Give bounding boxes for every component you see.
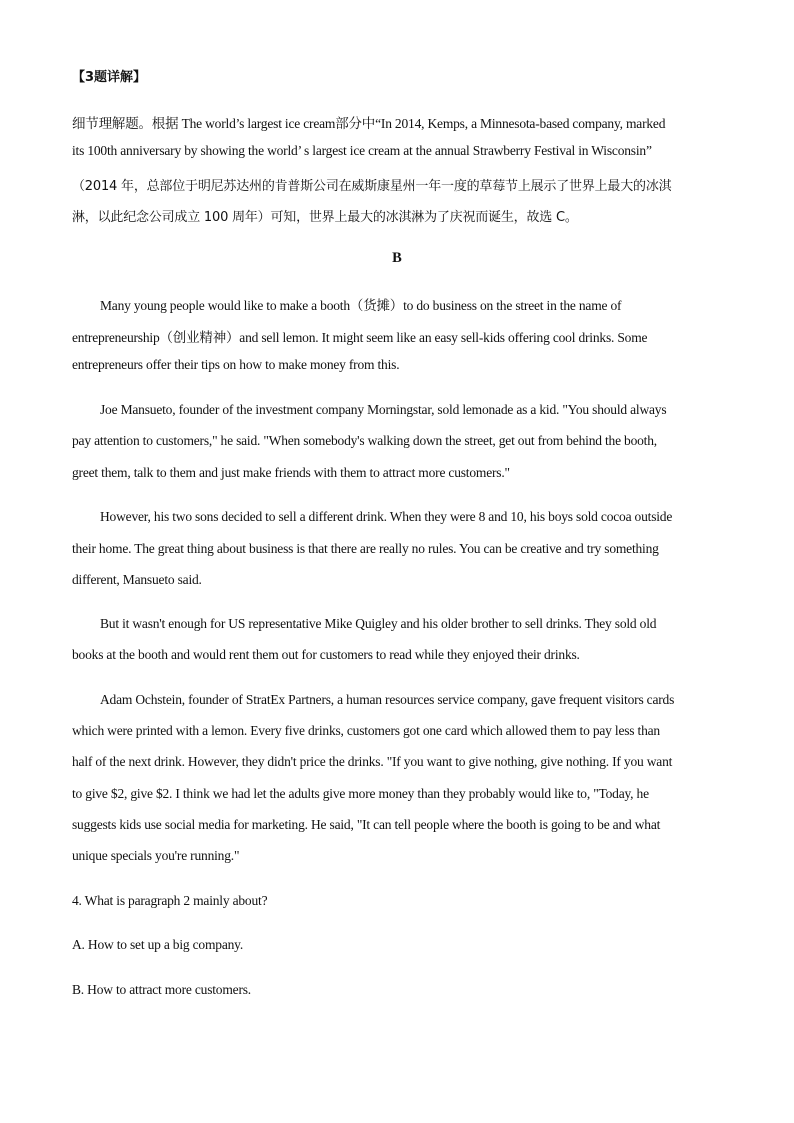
- paragraph-line: pay attention to customers," he said. "When somebody's walking down the street, get out from behind the booth,: [72, 433, 657, 448]
- paragraph-line: greet them, talk to them and just make friends with them to attract more customers.": [72, 465, 510, 480]
- passage-label: B: [392, 250, 402, 266]
- answer-heading: 【3题详解】: [72, 70, 147, 85]
- paragraph-line: But it wasn't enough for US representative Mike Quigley and his older brother to sell drinks. They sold old: [100, 616, 657, 631]
- paragraph-line: entrepreneurship（创业精神）and sell lemon. It might seem like an easy sell-kids offering cool drinks. Some: [72, 330, 648, 345]
- paragraph-line: books at the booth and would rent them out for customers to read while they enjoyed their drinks.: [72, 647, 580, 662]
- paragraph-line: Adam Ochstein, founder of StratEx Partners, a human resources service company, gave frequent visitors cards: [100, 692, 675, 707]
- paragraph-line: However, his two sons decided to sell a different drink. When they were 8 and 10, his boys sold cocoa outside: [100, 509, 673, 524]
- paragraph-line: different, Mansueto said.: [72, 572, 202, 587]
- paragraph-line: suggests kids use social media for marketing. He said, "It can tell people where the booth is going to be and what: [72, 817, 661, 832]
- paragraph-line: half of the next drink. However, they didn't price the drinks. "If you want to give nothing, give nothing. If you want: [72, 754, 673, 769]
- paragraph-line: their home. The great thing about business is that there are really no rules. You can be creative and try something: [72, 541, 659, 556]
- explanation-line: （2014 年，总部位于明尼苏达州的肯普斯公司在威斯康星州一年一度的草莓节上展示了世界上最大的冰淇: [72, 179, 672, 194]
- question-option: A. How to set up a big company.: [72, 937, 244, 952]
- explanation-line: 细节理解题。根据 The world’s largest ice cream部分中“In 2014, Kemps, a Minnesota-based company, marked: [72, 116, 666, 131]
- question-option: B. How to attract more customers.: [72, 982, 251, 997]
- paragraph-line: unique specials you're running.": [72, 848, 240, 863]
- explanation-line: its 100th anniversary by showing the world’ s largest ice cream at the annual Strawberry Festival in Wisconsin”: [72, 143, 652, 158]
- paragraph-line: Many young people would like to make a booth（货摊）to do business on the street in the name of: [100, 298, 622, 313]
- paragraph-line: to give $2, give $2. I think we had let the adults give more money than they probably would like to, "Today, he: [72, 786, 649, 801]
- explanation-line: 淋，以此纪念公司成立 100 周年）可知，世界上最大的冰淇淋为了庆祝而诞生，故选 C。: [72, 210, 578, 225]
- paragraph-line: entrepreneurs offer their tips on how to make money from this.: [72, 357, 400, 372]
- paragraph-line: Joe Mansueto, founder of the investment company Morningstar, sold lemonade as a kid. "You should always: [100, 402, 667, 417]
- question-stem: 4. What is paragraph 2 mainly about?: [72, 893, 268, 908]
- paragraph-line: which were printed with a lemon. Every five drinks, customers got one card which allowed them to pay less than: [72, 723, 660, 738]
